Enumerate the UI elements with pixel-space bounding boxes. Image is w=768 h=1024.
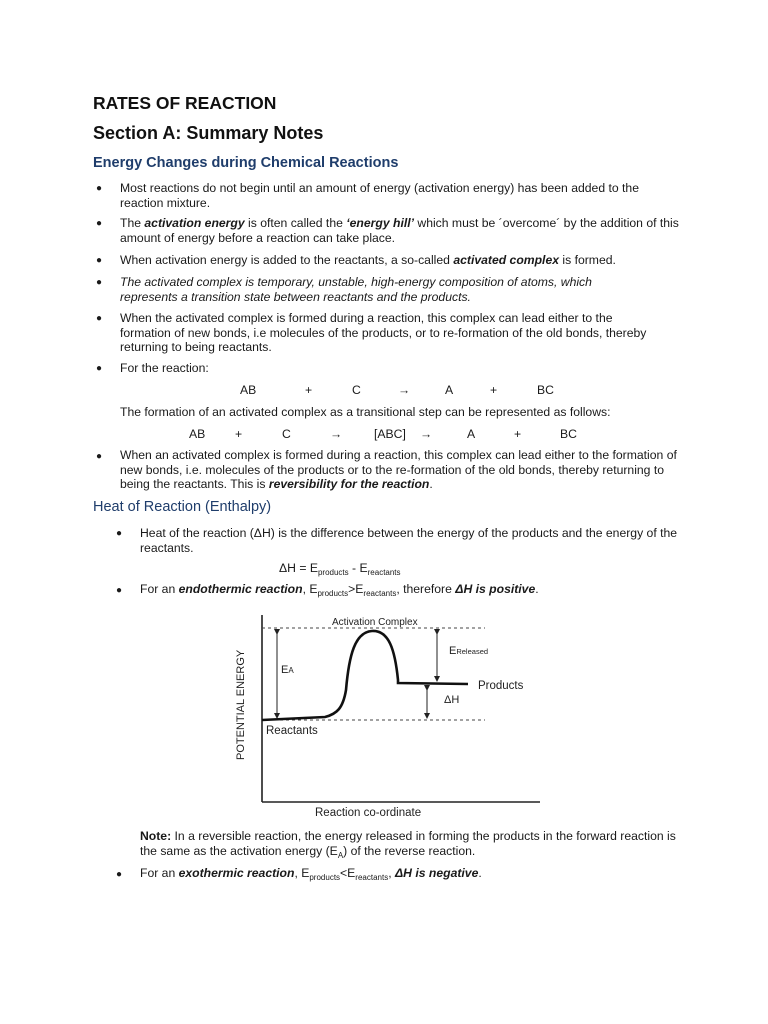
eq2-term: A bbox=[467, 427, 476, 441]
bullet-dot: ● bbox=[116, 585, 123, 596]
energy-bullet-7: When an activated complex is formed during a reaction, this complex can lead either to the formation of new bonds, i.e. molecules of the products or to the re-formation of the old bonds, thereby returning to being the reactants. This is reversibility for the reaction. bbox=[120, 448, 677, 491]
eq2-term: [ABC] bbox=[374, 427, 406, 441]
formation-text: The formation of an activated complex as a transitional step can be represented as follows: bbox=[120, 405, 611, 419]
bullet-dot: ● bbox=[96, 451, 103, 462]
heat-heading: Heat of Reaction (Enthalpy) bbox=[93, 499, 272, 515]
y-axis-label: POTENTIAL ENERGY bbox=[235, 649, 247, 760]
eq1-term: C bbox=[352, 383, 361, 397]
energy-profile-diagram bbox=[225, 610, 545, 825]
energy-bullet-4: The activated complex is temporary, unstable, high-energy composition of atoms, which represents a transition state between reactants and the products. bbox=[120, 275, 592, 304]
bullet-dot: ● bbox=[96, 363, 103, 374]
energy-bullet-1: Most reactions do not begin until an amount of energy (activation energy) has been added to the reaction mixture. bbox=[120, 181, 639, 210]
eq1-term: + bbox=[305, 383, 313, 397]
energy-bullet-6: For the reaction: bbox=[120, 361, 209, 375]
energy-bullet-5: When the activated complex is formed during a reaction, this complex can lead either to the formation of new bonds, i.e molecules of the products, or to re-formation of the old bonds, thereby returning to being reactants. bbox=[120, 311, 647, 354]
energy-bullet-2: The activation energy is often called the ‘energy hill’ which must be ´overcome´ by the addition of this amount of energy before a reaction can take place. bbox=[120, 216, 679, 245]
eq1-term: A bbox=[445, 383, 454, 397]
heat-bullet-3: For an exothermic reaction, $E_{products}<E_{reactants}$, ΔH is negative. bbox=[140, 866, 482, 882]
note-text: Note: In a reversible reaction, the energy released in forming the products in the forward reaction is the same as the activation energy $(E_A)$ of the reverse reaction. bbox=[140, 829, 676, 860]
reactants-label: Reactants bbox=[266, 725, 318, 737]
delta-h-formula: $\Delta H = E_{products} - E_{reactants}$ bbox=[279, 561, 401, 577]
released-label: EReleased bbox=[449, 645, 489, 657]
heat-bullet-1: Heat of the reaction (ΔH) is the difference between the energy of the products and the energy of the reactants. bbox=[140, 526, 678, 555]
page-title: RATES OF REACTION bbox=[93, 93, 277, 113]
delta-h-label: ΔH bbox=[444, 694, 460, 706]
eq2-term: + bbox=[235, 427, 243, 441]
bullet-dot: ● bbox=[96, 313, 103, 324]
eq2-term: → bbox=[420, 427, 433, 441]
eq2-term: + bbox=[514, 427, 522, 441]
bullet-dot: ● bbox=[96, 277, 103, 288]
eq1-term: AB bbox=[240, 383, 257, 397]
ea-label: EA bbox=[281, 664, 294, 676]
energy-heading: Energy Changes during Chemical Reactions bbox=[93, 155, 399, 171]
bullet-dot: ● bbox=[116, 528, 123, 539]
energy-bullet-3: When activation energy is added to the reactants, a so-called activated complex is formed. bbox=[120, 253, 616, 267]
products-label: Products bbox=[478, 680, 524, 692]
section-title: Section A: Summary Notes bbox=[93, 123, 324, 143]
activation-complex-label: Activation Complex bbox=[332, 617, 418, 628]
eq2-term: → bbox=[330, 427, 343, 441]
eq1-term: BC bbox=[537, 383, 554, 397]
eq1-term: + bbox=[490, 383, 498, 397]
bullet-dot: ● bbox=[96, 183, 103, 194]
heat-bullet-2: For an endothermic reaction, $E_{products}>E_{reactants}$, therefore ΔH is positive. bbox=[140, 582, 539, 598]
bullet-dot: ● bbox=[96, 218, 103, 229]
bullet-dot: ● bbox=[116, 869, 123, 880]
x-axis-label: Reaction co-ordinate bbox=[315, 807, 422, 819]
eq2-term: AB bbox=[189, 427, 206, 441]
eq1-term: → bbox=[398, 383, 411, 397]
eq2-term: BC bbox=[560, 427, 577, 441]
eq2-term: C bbox=[282, 427, 291, 441]
bullet-dot: ● bbox=[96, 255, 103, 266]
